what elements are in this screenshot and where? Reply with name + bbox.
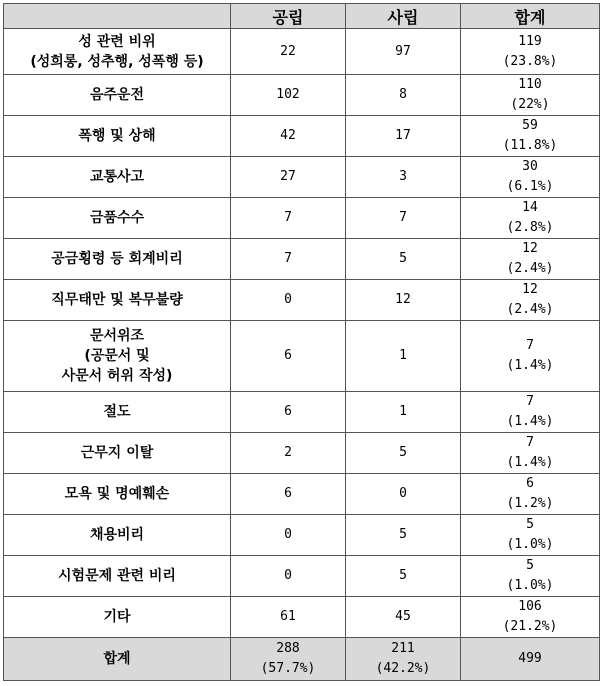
category-cell <box>4 157 231 198</box>
total-cell <box>461 515 600 556</box>
private-count: 5 <box>346 239 461 280</box>
category-cell <box>4 392 231 433</box>
category-line: 음주운전 <box>89 87 145 103</box>
category-cell <box>4 239 231 280</box>
total-count: 119 <box>518 33 542 49</box>
public-count: 6 <box>231 392 346 433</box>
private-count: 3 <box>346 157 461 198</box>
private-count: 0 <box>346 474 461 515</box>
public-count: 42 <box>231 116 346 157</box>
table-row <box>4 474 600 515</box>
category-cell <box>4 556 231 597</box>
total-percent: (1.2%) <box>506 496 554 511</box>
total-cell <box>461 433 600 474</box>
public-count: 7 <box>231 198 346 239</box>
category-line: 모욕 및 명예훼손 <box>64 486 170 502</box>
total-percent: (23.8%) <box>502 53 558 69</box>
table-row <box>4 515 600 556</box>
category-line: 시험문제 관련 비리 <box>58 568 176 584</box>
total-count: 30 <box>522 159 538 174</box>
private-total-percent: (42.2%) <box>375 661 431 676</box>
public-total-cell <box>231 638 346 681</box>
total-percent: (1.4%) <box>506 455 554 470</box>
total-count: 5 <box>526 517 534 532</box>
category-cell <box>4 474 231 515</box>
total-percent: (2.4%) <box>506 261 554 276</box>
misconduct-table <box>3 3 600 681</box>
category-cell <box>4 597 231 638</box>
table-row <box>4 198 600 239</box>
header-total: 합계 <box>461 4 600 29</box>
private-total: 211 <box>391 641 415 656</box>
public-count: 6 <box>231 321 346 392</box>
total-cell <box>461 239 600 280</box>
total-cell <box>461 198 600 239</box>
total-count: 14 <box>522 200 538 215</box>
public-count: 0 <box>231 556 346 597</box>
total-percent: (2.4%) <box>506 302 554 317</box>
total-percent: (1.0%) <box>506 578 554 593</box>
totals-label: 합계 <box>4 638 231 681</box>
total-count: 6 <box>526 476 534 491</box>
category-cell <box>4 116 231 157</box>
table-row <box>4 280 600 321</box>
table-row <box>4 433 600 474</box>
total-percent: (1.4%) <box>506 358 554 373</box>
category-cell <box>4 280 231 321</box>
total-count: 5 <box>526 558 534 573</box>
table-row <box>4 157 600 198</box>
public-count: 27 <box>231 157 346 198</box>
table-row <box>4 29 600 75</box>
totals-row <box>4 638 600 681</box>
total-cell <box>461 556 600 597</box>
public-count: 7 <box>231 239 346 280</box>
header-row <box>4 4 600 29</box>
total-cell <box>461 29 600 75</box>
public-count: 22 <box>231 29 346 75</box>
total-count: 12 <box>522 282 538 297</box>
category-line: 기타 <box>103 609 131 625</box>
public-total: 288 <box>276 641 300 656</box>
table-row <box>4 556 600 597</box>
total-percent: (1.4%) <box>506 414 554 429</box>
public-count: 6 <box>231 474 346 515</box>
table-row <box>4 321 600 392</box>
private-count: 5 <box>346 433 461 474</box>
total-count: 110 <box>518 77 542 92</box>
table-row <box>4 116 600 157</box>
private-count: 45 <box>346 597 461 638</box>
category-line: (공문서 및 <box>84 348 150 364</box>
public-count: 2 <box>231 433 346 474</box>
public-count: 61 <box>231 597 346 638</box>
total-percent: (2.8%) <box>506 220 554 235</box>
public-count: 102 <box>231 75 346 116</box>
total-cell <box>461 280 600 321</box>
category-line: 사문서 허위 작성) <box>61 368 173 384</box>
category-cell <box>4 198 231 239</box>
total-cell <box>461 597 600 638</box>
table-row <box>4 597 600 638</box>
category-line: 성 관련 비위 <box>78 33 156 50</box>
category-cell <box>4 321 231 392</box>
total-count: 7 <box>526 394 534 409</box>
table-row <box>4 392 600 433</box>
category-line: 금품수수 <box>89 210 145 226</box>
grand-total: 499 <box>461 638 600 681</box>
category-cell <box>4 75 231 116</box>
private-count: 97 <box>346 29 461 75</box>
category-line: 채용비리 <box>89 527 145 543</box>
total-percent: (11.8%) <box>502 138 558 153</box>
category-cell <box>4 433 231 474</box>
header-private: 사립 <box>346 4 461 29</box>
total-count: 7 <box>526 338 534 353</box>
private-count: 5 <box>346 556 461 597</box>
table-row <box>4 75 600 116</box>
total-percent: (6.1%) <box>506 179 554 194</box>
public-total-percent: (57.7%) <box>260 661 316 676</box>
private-count: 7 <box>346 198 461 239</box>
total-cell <box>461 157 600 198</box>
total-count: 59 <box>522 118 538 133</box>
category-line: (성희롱, 성추행, 성폭행 등) <box>30 53 204 70</box>
header-category <box>4 4 231 29</box>
category-line: 절도 <box>103 404 131 420</box>
private-count: 1 <box>346 321 461 392</box>
category-line: 공금횡령 등 회계비리 <box>51 251 183 267</box>
total-cell <box>461 392 600 433</box>
private-count: 17 <box>346 116 461 157</box>
public-count: 0 <box>231 280 346 321</box>
total-percent: (1.0%) <box>506 537 554 552</box>
private-count: 1 <box>346 392 461 433</box>
header-public: 공립 <box>231 4 346 29</box>
category-cell <box>4 515 231 556</box>
category-line: 직무태만 및 복무불량 <box>51 292 183 308</box>
category-line: 교통사고 <box>89 169 145 185</box>
total-cell <box>461 116 600 157</box>
private-count: 5 <box>346 515 461 556</box>
private-count: 12 <box>346 280 461 321</box>
total-percent: (22%) <box>510 97 550 112</box>
total-cell <box>461 75 600 116</box>
total-count: 7 <box>526 435 534 450</box>
total-cell <box>461 321 600 392</box>
private-count: 8 <box>346 75 461 116</box>
total-count: 106 <box>518 599 542 614</box>
total-percent: (21.2%) <box>502 619 558 634</box>
private-total-cell <box>346 638 461 681</box>
category-line: 문서위조 <box>89 328 145 344</box>
category-cell <box>4 29 231 75</box>
table-row <box>4 239 600 280</box>
total-cell <box>461 474 600 515</box>
category-line: 근무지 이탈 <box>80 445 154 461</box>
total-count: 12 <box>522 241 538 256</box>
public-count: 0 <box>231 515 346 556</box>
category-line: 폭행 및 상해 <box>78 128 156 144</box>
